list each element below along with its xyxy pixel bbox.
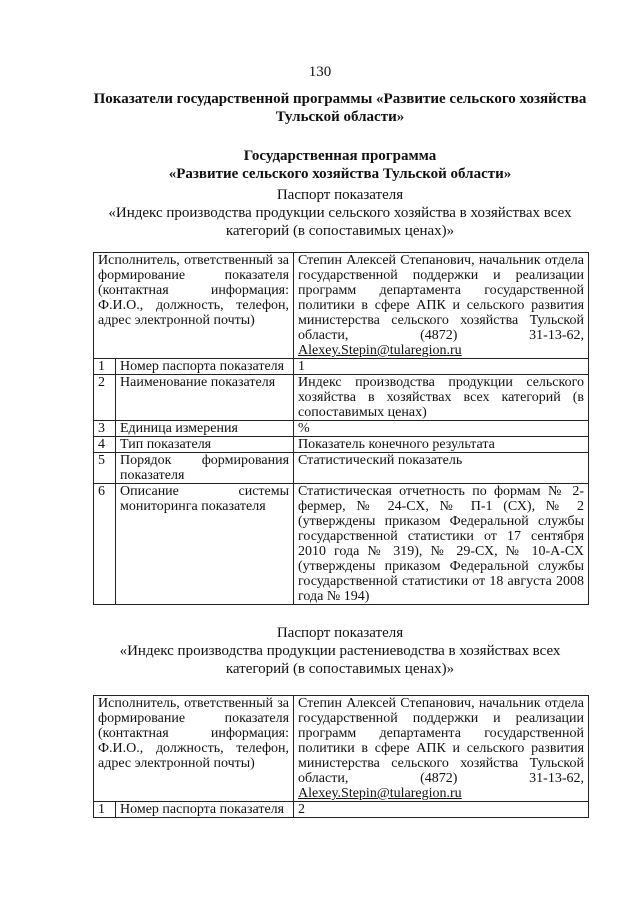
table-row [94, 437, 589, 453]
row-number: 2 [94, 375, 116, 421]
table-row [94, 359, 589, 375]
passport-2-name-line-1: «Индекс производства продукции растениеводства в хозяйствах всех [119, 643, 561, 659]
row-label: Тип показателя [116, 437, 294, 453]
table-row [94, 484, 589, 605]
row-label: Порядок формирования показателя [116, 453, 294, 484]
row-number: 3 [94, 421, 116, 437]
row-number: 1 [94, 802, 116, 818]
row-label: Наименование показателя [116, 375, 294, 421]
executor-email-link[interactable]: Alexey.Stepin@tularegion.ru [298, 343, 462, 358]
page-number: 130 [308, 64, 332, 80]
table-row [94, 375, 589, 421]
row-value: Показатель конечного результата [294, 437, 589, 453]
executor-label: Исполнитель, ответственный за формирование показателя (контактная информация: Ф.И.О., должность, телефон, адрес электронной почты) [94, 253, 294, 359]
passport-2-name-line-2: категорий (в сопоставимых ценах)» [225, 661, 455, 677]
table-row [94, 802, 589, 818]
executor-value: Степин Алексей Степанович, начальник отдела государственной поддержки и реализации программ департамента государственной политики в сфере АПК и сельского развития министерства сельского хозяйства Тульской области, [298, 253, 585, 343]
row-number: 6 [94, 484, 116, 605]
passport-2-heading-block [80, 624, 600, 678]
passport-1-heading-block [80, 186, 600, 240]
table-row [94, 421, 589, 437]
program-label: Государственная программа [243, 148, 437, 164]
row-value: 2 [294, 802, 589, 818]
table-row [94, 253, 589, 359]
executor-email-link[interactable]: Alexey.Stepin@tularegion.ru [298, 786, 462, 801]
document-title-line-1: Показатели государственной программы «Развитие сельского хозяйства [93, 91, 587, 107]
row-label: Номер паспорта показателя [116, 802, 294, 818]
row-value: Статистический показатель [294, 453, 589, 484]
passport-1-heading: Паспорт показателя [276, 187, 404, 203]
row-number: 5 [94, 453, 116, 484]
executor-value-cell [294, 696, 589, 802]
passport-1-table [93, 252, 589, 605]
passport-2-table [93, 695, 589, 818]
passport-1-name-line-2: категорий (в сопоставимых ценах)» [225, 223, 455, 239]
document-title [80, 90, 600, 126]
row-label: Единица измерения [116, 421, 294, 437]
passport-2-heading: Паспорт показателя [276, 625, 404, 641]
executor-value-cell [294, 253, 589, 359]
row-value: 1 [294, 359, 589, 375]
row-value: Индекс производства продукции сельского хозяйства в хозяйствах всех категорий (в сопоставимых ценах) [294, 375, 589, 421]
executor-value: Степин Алексей Степанович, начальник отдела государственной поддержки и реализации программ департамента государственной политики в сфере АПК и сельского развития министерства сельского хозяйства Тульской области, [298, 696, 585, 786]
row-value: Статистическая отчетность по формам № 2-фермер, № 24-СХ, № П-1 (СХ), № 2 (утверждены приказом Федеральной службы государственной статистики от 17 сентября 2010 года № 319), № 29-СХ, № 10-А-СХ (утверждены приказом Федеральной службы государственной статистики от 18 августа 2008 года № 194) [294, 484, 589, 605]
row-number: 1 [94, 359, 116, 375]
executor-label: Исполнитель, ответственный за формирование показателя (контактная информация: Ф.И.О., должность, телефон, адрес электронной почты) [94, 696, 294, 802]
table-row [94, 696, 589, 802]
document-title-line-2: Тульской области» [275, 109, 405, 125]
row-label: Номер паспорта показателя [116, 359, 294, 375]
program-title [80, 147, 600, 183]
executor-phone: (4872) 31-13-62, [420, 328, 585, 343]
row-label: Описание системы мониторинга показателя [116, 484, 294, 605]
row-value: % [294, 421, 589, 437]
table-row [94, 453, 589, 484]
row-number: 4 [94, 437, 116, 453]
passport-1-name-line-1: «Индекс производства продукции сельского хозяйства в хозяйствах всех [108, 205, 572, 221]
executor-phone: (4872) 31-13-62, [420, 771, 585, 786]
program-name: «Развитие сельского хозяйства Тульской области» [168, 166, 512, 182]
